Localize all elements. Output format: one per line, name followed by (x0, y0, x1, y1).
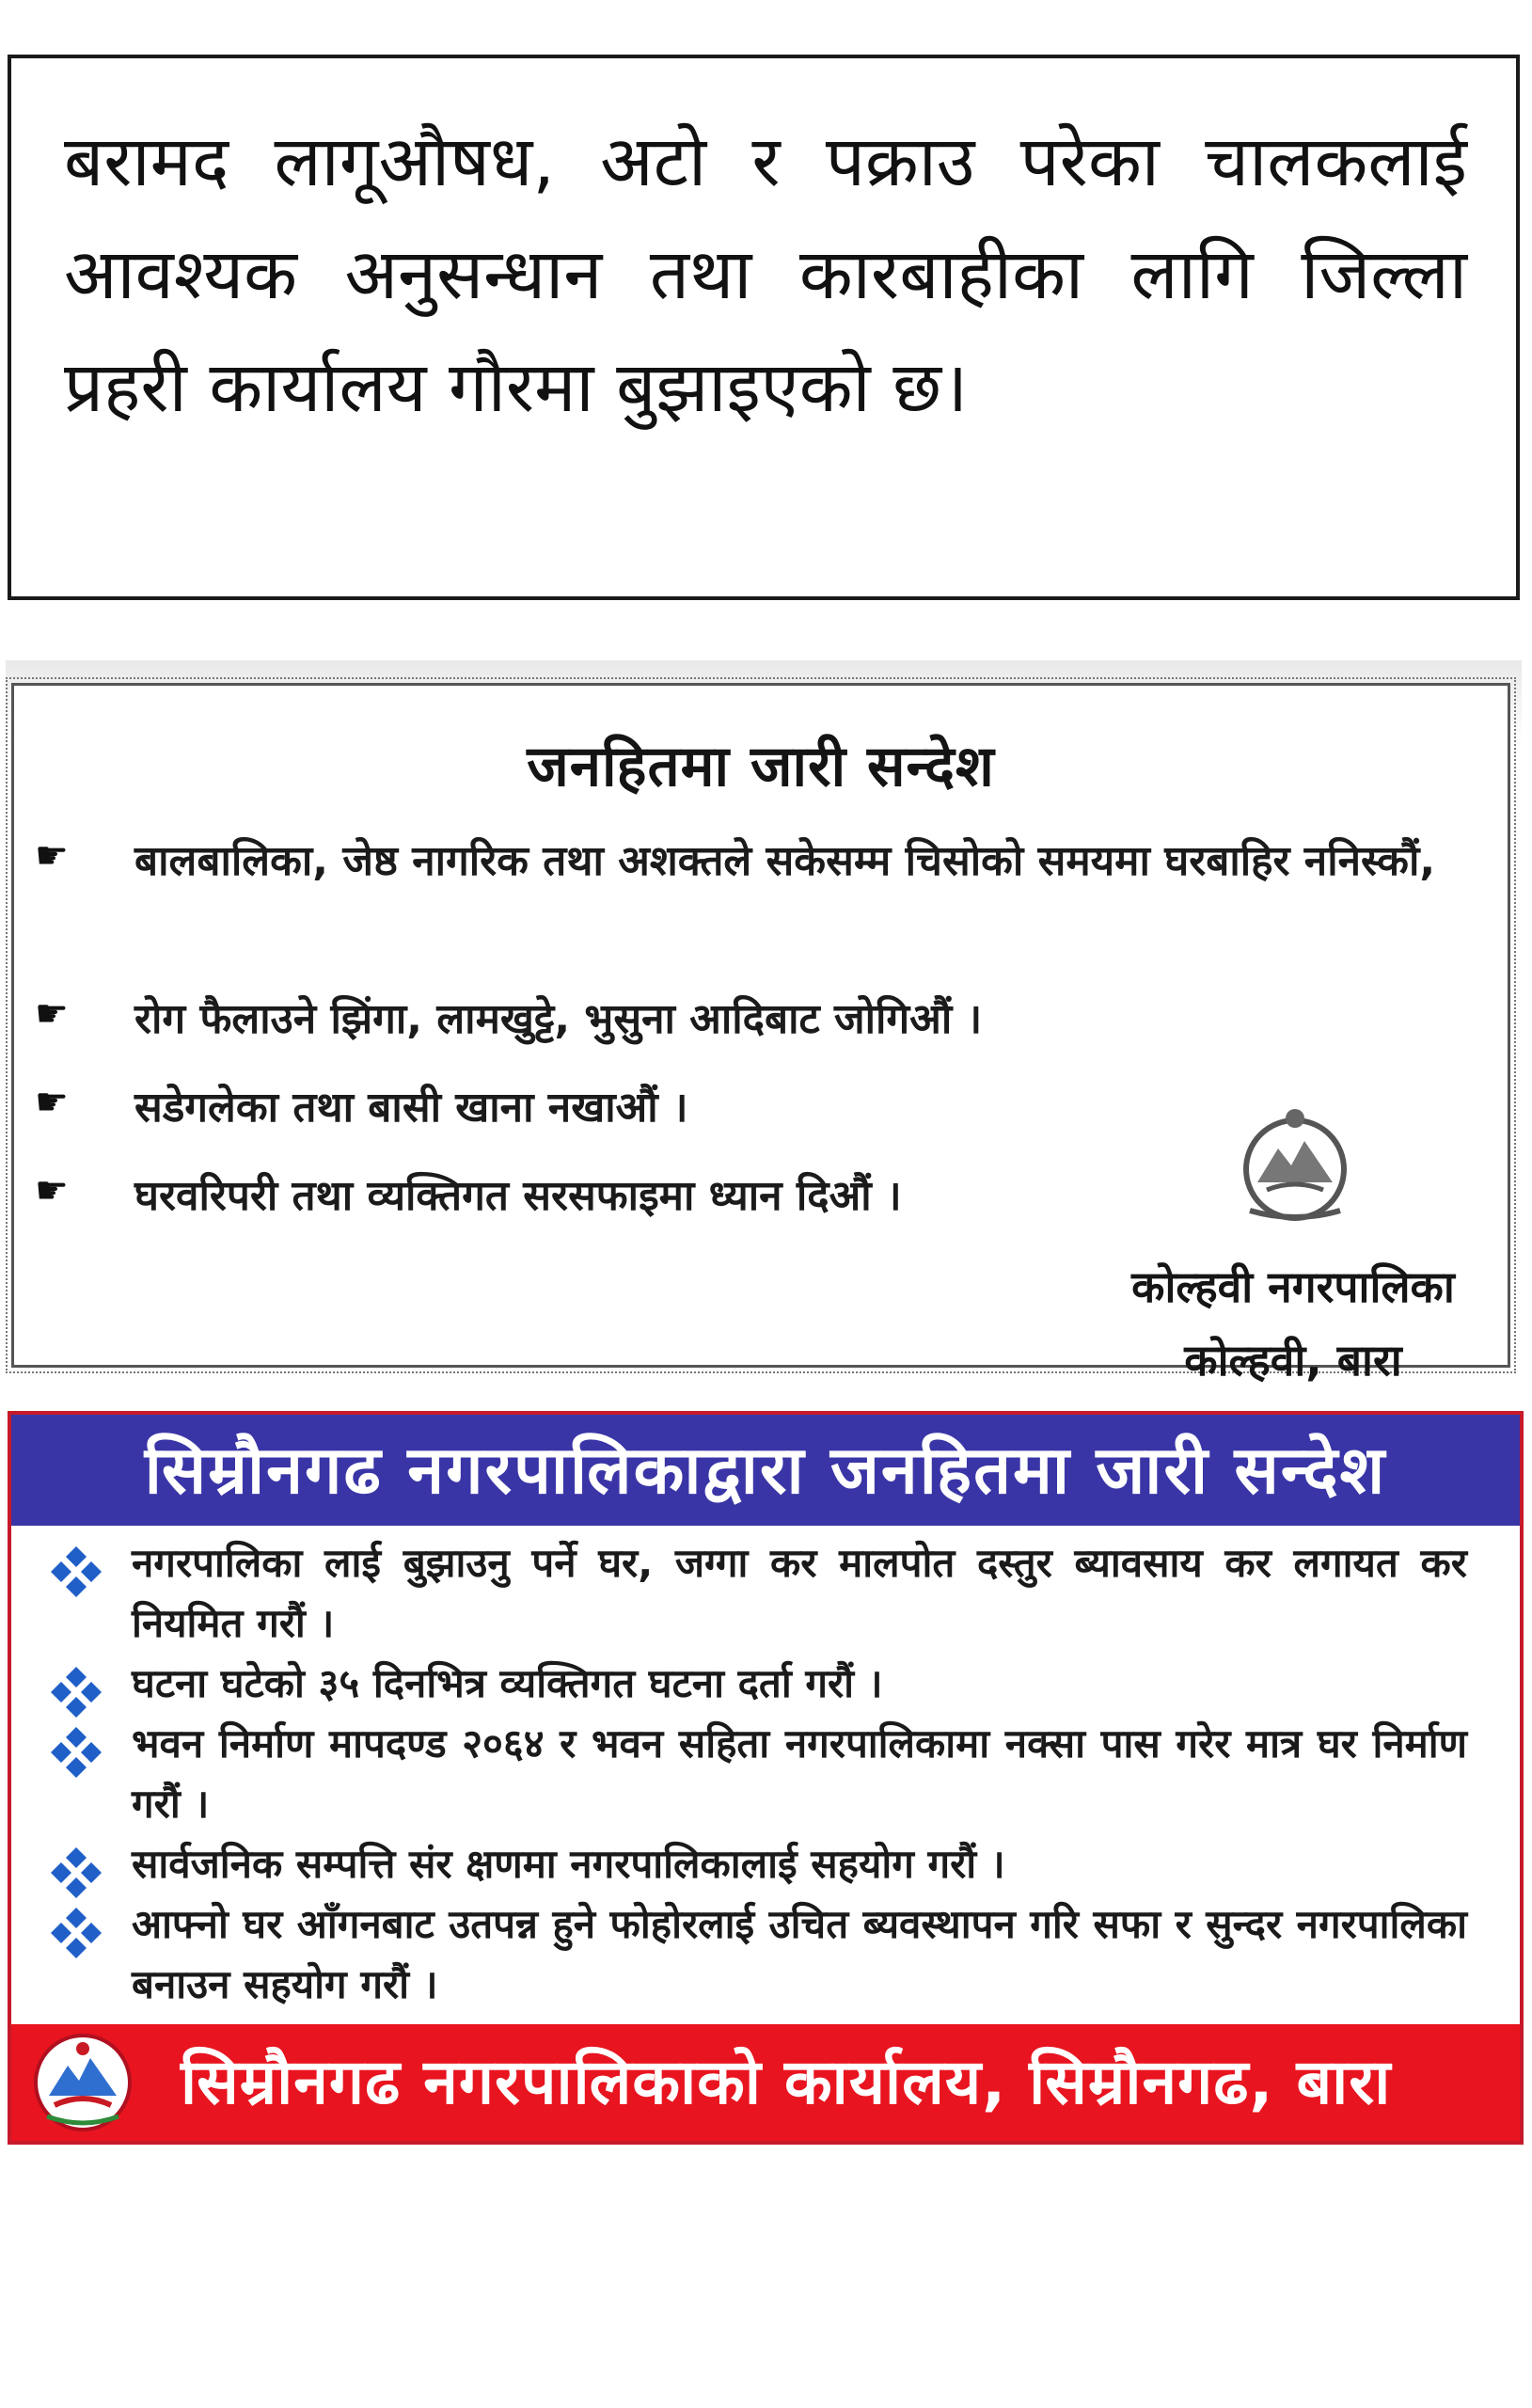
office-location: कोल्हवी, बारा (1184, 1335, 1402, 1386)
kolhabi-title: जनहितमा जारी सन्देश (527, 734, 995, 800)
list-item-text: रोग फैलाउने झिंगा, लामखुट्टे, भुसुना आदिबाट जोगिऔं । (134, 995, 983, 1043)
list-item-text: घटना घटेको ३५ दिनभित्र व्यक्तिगत घटना दर्ता गरौं । (132, 1660, 883, 1706)
list-item-text: सार्वजनिक सम्पत्ति संर क्षणमा नगरपालिकालाई सहयोग गरौं । (132, 1841, 1005, 1887)
government-emblem-icon (30, 2030, 135, 2135)
pointing-hand-icon: ☛ (35, 1169, 69, 1212)
kolhabi-office-signature (1067, 1250, 1519, 1397)
news-box (8, 55, 1520, 600)
simraungadh-office-name: सिम्रौनगढ नगरपालिकाको कार्यालय, सिम्रौनगढ, बारा (181, 2046, 1392, 2118)
simraungadh-notice (8, 1411, 1524, 2145)
pointing-hand-icon: ☛ (35, 1081, 69, 1124)
kolhabi-notice-image (6, 660, 1522, 1386)
four-diamond-icon (49, 1906, 103, 1960)
four-diamond-icon (49, 1846, 103, 1900)
news-paragraph: बरामद लागूऔषध, अटो र पक्राउ परेका चालकलाई आवश्यक अनुसन्धान तथा कारबाहीका लागि जिल्ला प्रहरी कार्यालय गौरमा बुझाइएको छ। (64, 121, 1467, 428)
government-emblem-icon (1229, 1100, 1361, 1231)
four-diamond-icon (49, 1725, 103, 1780)
office-name: कोल्हवी नगरपालिका (1131, 1261, 1455, 1312)
list-item-text: आफ्नो घर आँगनबाट उतपन्न हुने फोहोरलाई उचित ब्यवस्थापन गरि सफा र सुन्दर नगरपालिका बनाउन सहयोग गरौं । (132, 1901, 1467, 2007)
list-item-text: भवन निर्माण मापदण्ड २०६४ र भवन सहिता नगरपालिकामा नक्सा पास गरेर मात्र घर निर्माण गरौं । (132, 1720, 1467, 1827)
list-item-text: सडेगलेका तथा बासी खाना नखाऔं । (134, 1084, 688, 1132)
four-diamond-icon (49, 1665, 103, 1719)
list-item-text: घरवरिपरी तथा व्यक्तिगत सरसफाइमा ध्यान दिऔं । (134, 1172, 902, 1220)
list-item-text: बालबालिका, जेष्ठ नागरिक तथा अशक्तले सकेसम्म चिसोको समयमा घरबाहिर ननिस्कौं, (134, 837, 1436, 885)
simraungadh-footer (11, 2024, 1520, 2141)
kolhabi-notice-frame (11, 683, 1510, 1386)
pointing-hand-icon: ☛ (35, 834, 69, 878)
pointing-hand-icon: ☛ (35, 992, 69, 1036)
four-diamond-icon (49, 1545, 103, 1599)
simraungadh-header: सिम्रौनगढ नगरपालिकाद्वारा जनहितमा जारी सन्देश (11, 1415, 1520, 1526)
list-item-text: नगरपालिका लाई बुझाउनु पर्ने घर, जग्गा कर मालपोत दस्तुर ब्यावसाय कर लगायत कर नियमित गरौं । (132, 1540, 1467, 1646)
